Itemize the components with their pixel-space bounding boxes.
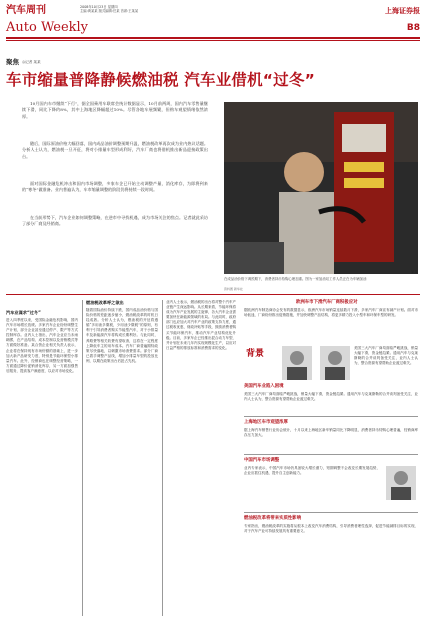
sidebar-divider xyxy=(244,454,418,455)
person-icon xyxy=(282,346,312,380)
photo-author: 某某 xyxy=(410,270,418,274)
photo-credit: 资料图 新华社 xyxy=(224,287,243,291)
photo-caption: 在成品油价格下调预期下，消费者持币待购心理加重。图为一家加油站工作人员正在为车辆加油 xyxy=(224,277,367,281)
body-column-1: 进入四季度以来，受国际金融危机影响，国内汽车市场增长放缓。多家汽车企业纷纷调整生产计划，部分企业甚至通过停产、限产等方式控制库存。业内人士指出，汽车企业应当未雨绸缪，在产品结构、成本控制以及营销模式等方面做好准备。某合资企业相关负责人表示，企业将在保持现有市场份额的基础上，进一步加大新产品研发力度，特别是节能环保型小排量汽车。此外，经销商也在调整经营策略，一方面通过降价促销消化库存，另一方面加强售后服务，提高客户满意度，以应对市场变化。 xyxy=(6,318,78,373)
sidebar-divider xyxy=(244,416,418,417)
lead-paragraph: 10月国内车市继续“下行”，据全国乘用车联席会统计数据显示，10月前两周，国内汽车零售量继续下滑，同比下降约8%，其中上海地区降幅超过10%。尽管各地车展频繁，但购车观望情绪依然浓厚。 xyxy=(22,101,208,119)
issue-meta-line2: 主编:黄某某 版式编辑:任某 首席:王某某 xyxy=(80,9,139,14)
column-divider xyxy=(82,300,83,616)
lead-paragraph: 随后，国际原油价格大幅回落，国内成品油价调整预期升温，燃油税改革再次成为业内热议话题。分析人士认为，燃油税一旦开征，将对小排量车型形成利好，汽车厂商也将借机推出新品迎接政策出台。 xyxy=(22,141,208,159)
sidebar-head-5: 燃油税改革将带来实质性影响 xyxy=(244,516,302,521)
sidebar-head-4: 中国汽车市场调整 xyxy=(244,458,280,463)
lead-paragraph: 面对国际金融危机冲击和国内市场调整，多家车企已开始主动调整产量，消化库存，为即将到来的“寒冬”做准备。业内普遍认为，车市缩量调整的阶段仍将持续一段时间。 xyxy=(22,181,208,193)
header-rule xyxy=(6,37,420,39)
person-photo-1 xyxy=(282,346,312,380)
column-subhead: 汽车业谋求“过冬” xyxy=(6,310,41,315)
sidebar-head-2: 美国汽车业陷入困境 xyxy=(244,384,284,389)
sidebar-text-4: 业内专家表示，中国汽车市场仍具备较大增长潜力，短期调整不会改变长期发展趋势，企业应抓住机遇，提升自主创新能力。 xyxy=(244,466,380,476)
newspaper-logo: 上海证券报 xyxy=(385,7,420,15)
issue-meta-line1: 2008年10月23日 星期四 xyxy=(80,5,118,9)
page-number: B8 xyxy=(406,23,420,33)
person-photo-2 xyxy=(320,346,350,380)
sidebar-text-1b: 美国三大汽车厂商均面临严峻挑战，销量大幅下滑，资金链趋紧。通用汽车与克莱斯勒的合并谈判备受关注，业内人士认为，整合资源有望帮助企业渡过难关。 xyxy=(354,346,418,366)
section-english-title: Auto Weekly xyxy=(6,20,89,35)
column-subhead: 燃油税改革呼之欲出 xyxy=(86,300,124,305)
fuel-pump-photo xyxy=(224,102,418,274)
column-divider xyxy=(162,300,163,616)
sidebar-text-3: 据上海汽车销售行业协会统计，十月以来上海地区新车销量同比下降明显，消费者持币待购心理普遍，经销商库存压力加大。 xyxy=(244,428,418,438)
fuel-pump-illustration xyxy=(224,102,418,274)
sidebar-text-1: 据欧洲汽车制造商协会发布的数据显示，欧洲汽车市场销量连续数月下滑，多家汽车厂商宣布减产计划。面对市场低迷，厂商纷纷推出促销措施，并加快调整产品结构，将更多精力投入小型车和环保车型的研发。 xyxy=(244,308,418,318)
sidebar-text-2: 美国三大汽车厂商均面临严峻挑战，销量大幅下滑，资金链趋紧。通用汽车与克莱斯勒的合并谈判备受关注，业内人士认为，整合资源有望帮助企业渡过难关。 xyxy=(244,392,418,402)
person-icon xyxy=(320,346,350,380)
article-section-label: 聚焦 xyxy=(6,58,19,66)
sidebar-head-1: 欧洲车市下滑汽车厂商积极应对 xyxy=(296,300,358,305)
section-title: 汽车周刊 xyxy=(6,5,46,16)
person-icon xyxy=(386,466,416,500)
sidebar-label: 背景 xyxy=(246,349,265,359)
body-column-3: 业内人士表示，燃油税的出台将对整个汽车产业链产生深远影响。从长期来看，节能环保将成为汽车产业发展的主旋律，各大汽车企业需要加快在新能源领域的布局。与此同时，政府部门也应加大对汽车产业的政策支持力度，通过税收优惠、财政补贴等手段，鼓励消费者购买节能环保汽车，推动汽车产业结构优化升级。目前，多家车企已经推出混合动力车型，并计划在未来几年内实现规模化生产，以应对日益严格的排放标准和消费需求的变化。 xyxy=(166,300,236,350)
lead-paragraph: 在当前形势下，汽车企业如何调整策略，在逆市中寻找机遇，成为市场关注的焦点。记者就此采访了部分厂商及经销商。 xyxy=(22,215,208,227)
person-photo-3 xyxy=(386,466,416,500)
article-headline: 车市缩量普降静候燃油税 汽车业借机“过冬” xyxy=(6,71,315,89)
body-column-2: 随着国际油价持续下跌，国内成品油价格与国际价格的差距逐步缩小，燃油税改革的时机日趋成熟。分析人士认为，燃油税的开征将遵循“多用油多缴税，少用油少缴税”的原则，有利于引导消费者购买节能型汽车，对于小排量车及新能源汽车将构成长期利好。与此同时，养路费等相关收费有望取消，这将在一定程度上降低车主的用车成本。汽车厂商普遍期待政策尽快落地，以刺激市场消费需求。部分厂商已着手调整产品线，增加小排量车型的投放比例，以期在政策出台后抢占先机。 xyxy=(86,308,158,363)
section-divider xyxy=(6,294,420,295)
sidebar-text-5: 专家指出，燃油税改革的实施将从根本上改变汽车消费结构，引导消费者理性选择，促进节能减排目标的实现，对于汽车产业可持续发展具有重要意义。 xyxy=(244,524,418,534)
article-author: ◎记者 某某 xyxy=(22,60,41,64)
sidebar-head-3: 上海地区车市观望浓厚 xyxy=(244,420,288,425)
sidebar-divider xyxy=(244,512,418,513)
header-rule-thin xyxy=(6,40,420,41)
